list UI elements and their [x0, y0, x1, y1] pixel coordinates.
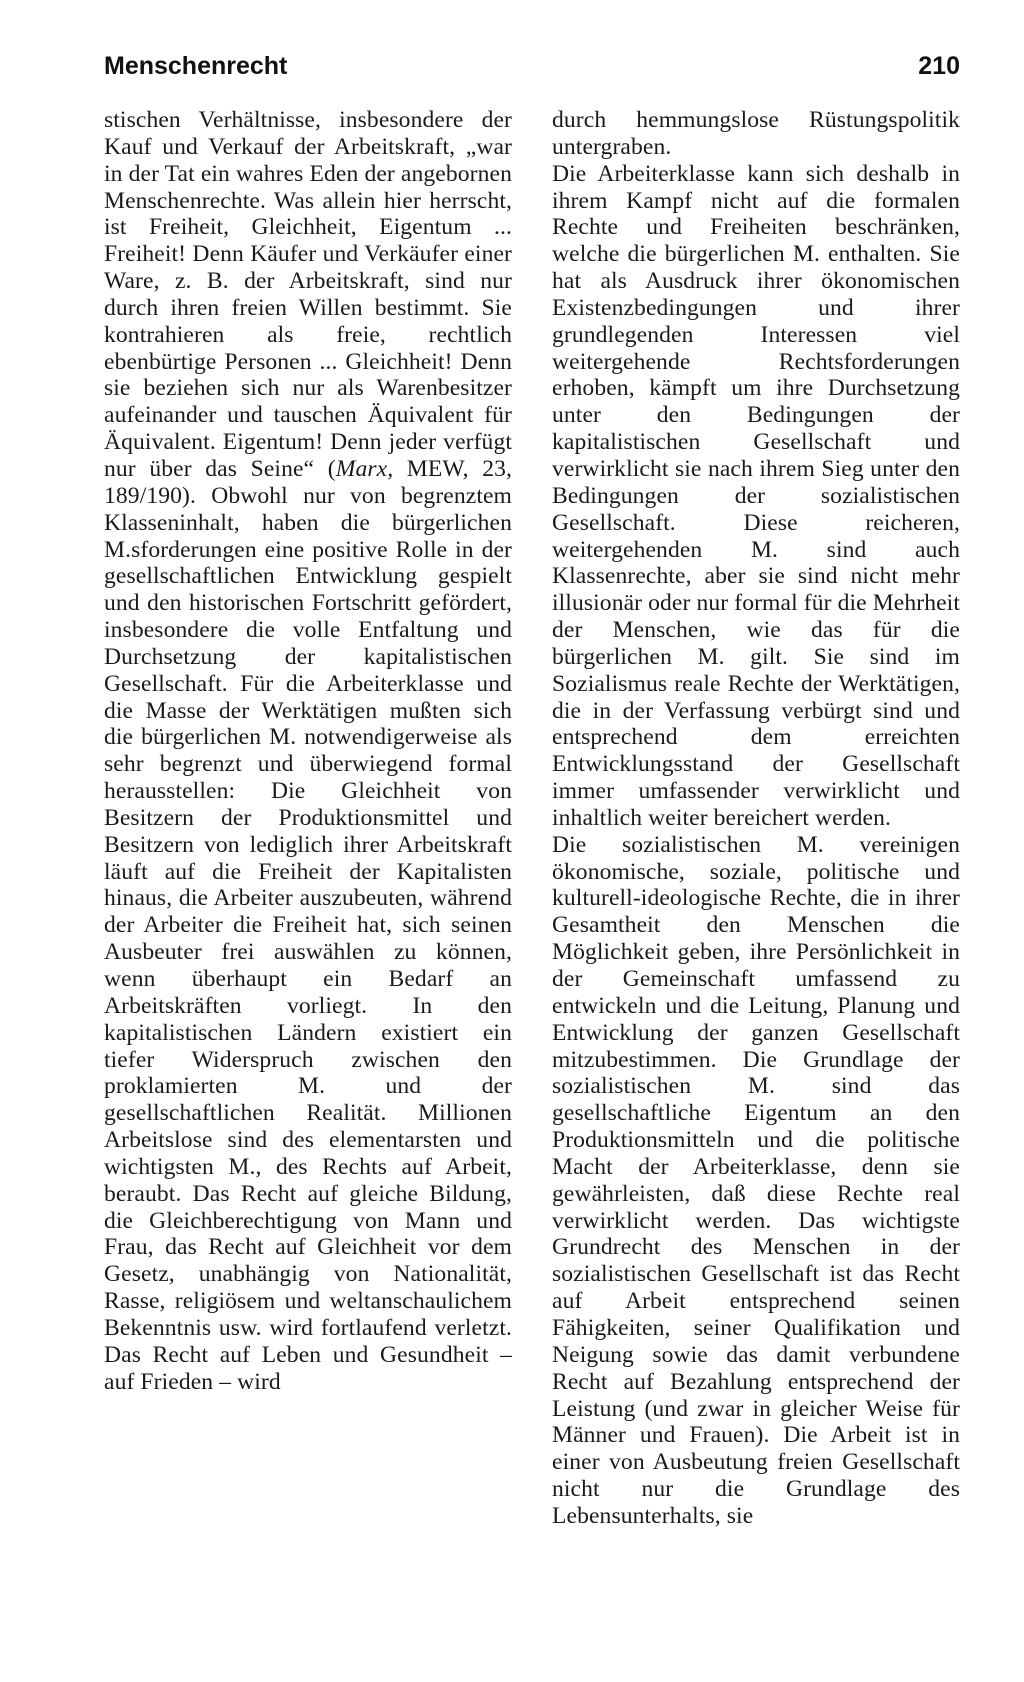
running-head: Menschenrecht: [104, 52, 288, 80]
left-column: [104, 107, 512, 1396]
text-run: MEW, 23, 189/190). Obwohl nur von begrenztem Klasseninhalt, haben die bürgerlichen M.sforderungen eine positive Rolle in der gesellschaftlichen Entwicklung gespielt und den historischen Fortschritt gefördert, insbesondere die volle Entfaltung und Durchsetzung der kapitalistischen Gesellschaft. Für die Arbeiterklasse und die Masse der Werktätigen mußten sich die bürgerlichen M. notwendigerweise als sehr begrenzt und überwiegend formal herausstellen: Die Gleichheit von Besitzern der Produktionsmittel und Besitzern von lediglich ihrer Arbeitskraft läuft auf die Freiheit der Kapitalisten hinaus, die Arbeiter auszubeuten, während der Arbeiter die Freiheit hat, sich seinen Ausbeuter frei auswählen zu können, wenn überhaupt ein Bedarf an Arbeitskräften vorliegt. In den kapitalistischen Ländern existiert ein tiefer Widerspruch zwischen den proklamierten M. und der gesellschaftlichen Realität. Millionen Arbeitslose sind des elementarsten und wichtigsten M., des Rechts auf Arbeit, beraubt. Das Recht auf gleiche Bildung, die Gleichberechtigung von Mann und Frau, das Recht auf Gleichheit vor dem Gesetz, unabhängig von Nationalität, Rasse, religiösem und weltanschaulichem Bekenntnis usw. wird fortlaufend verletzt. Das Recht auf Leben und Gesundheit – auf Frieden – wird: [104, 455, 512, 1395]
paragraph: Die Arbeiterklasse kann sich deshalb in ihrem Kampf nicht auf die formalen Rechte und Freiheiten beschränken, welche die bürgerlichen M. enthalten. Sie hat als Ausdruck ihrer ökonomischen Existenzbedingungen und ihrer grundlegenden Interessen viel weitergehende Rechtsforderungen erhoben, kämpft um ihre Durchsetzung unter den Bedingungen der kapitalistischen Gesellschaft und verwirklicht sie nach ihrem Sieg unter den Bedingungen der sozialistischen Gesellschaft. Diese reicheren, weitergehenden M. sind auch Klassenrechte, aber sie sind nicht mehr illusionär oder nur formal für die Mehrheit der Menschen, wie das für die bürgerlichen M. gilt. Sie sind im Sozialismus reale Rechte der Werktätigen, die in der Verfassung verbürgt sind und entsprechend dem erreichten Entwicklungsstand der Gesellschaft immer umfassender verwirklicht und inhaltlich weiter bereichert werden.: [552, 160, 960, 831]
paragraph: [104, 107, 512, 1396]
page-header: [104, 50, 960, 90]
paragraph: durch hemmungslose Rüstungspolitik untergraben.: [552, 107, 960, 160]
right-column: [552, 107, 960, 1530]
text-run: stischen Verhältnisse, insbesondere der Kauf und Verkauf der Arbeitskraft, „war in der Tat ein wahres Eden der angebornen Menschenrechte. Was allein hier herrscht, ist Freiheit, Gleichheit, Eigentum ... Freiheit! Denn Käufer und Verkäufer einer Ware, z. B. der Arbeitskraft, sind nur durch ihren freien Willen bestimmt. Sie kontrahieren als freie, rechtlich ebenbürtige Personen ... Gleichheit! Denn sie beziehen sich nur als Warenbesitzer aufeinander und tauschen Äquivalent für Äquivalent. Eigentum! Denn jeder verfügt nur über das Seine“ (: [104, 107, 512, 482]
paragraph: Die sozialistischen M. vereinigen ökonomische, soziale, politische und kulturell-ideologische Rechte, die in ihrer Gesamtheit den Menschen die Möglichkeit geben, ihre Persönlichkeit in der Gemeinschaft umfassend zu entwickeln und die Leitung, Planung und Entwicklung der ganzen Gesellschaft mitzubestimmen. Die Grundlage der sozialistischen M. sind das gesellschaftliche Eigentum an den Produktionsmitteln und die politische Macht der Arbeiterklasse, denn sie gewährleisten, daß diese Rechte real verwirklicht werden. Das wichtigste Grundrecht des Menschen in der sozialistischen Gesellschaft ist das Recht auf Arbeit entsprechend seinen Fähigkeiten, seiner Qualifikation und Neigung sowie das damit verbundene Recht auf Bezahlung entsprechend der Leistung (und zwar in gleicher Weise für Männer und Frauen). Die Arbeit ist in einer von Ausbeutung freien Gesellschaft nicht nur die Grundlage des Lebensunterhalts, sie: [552, 831, 960, 1529]
citation-author: Marx,: [335, 455, 394, 482]
page-number: 210: [918, 52, 960, 80]
